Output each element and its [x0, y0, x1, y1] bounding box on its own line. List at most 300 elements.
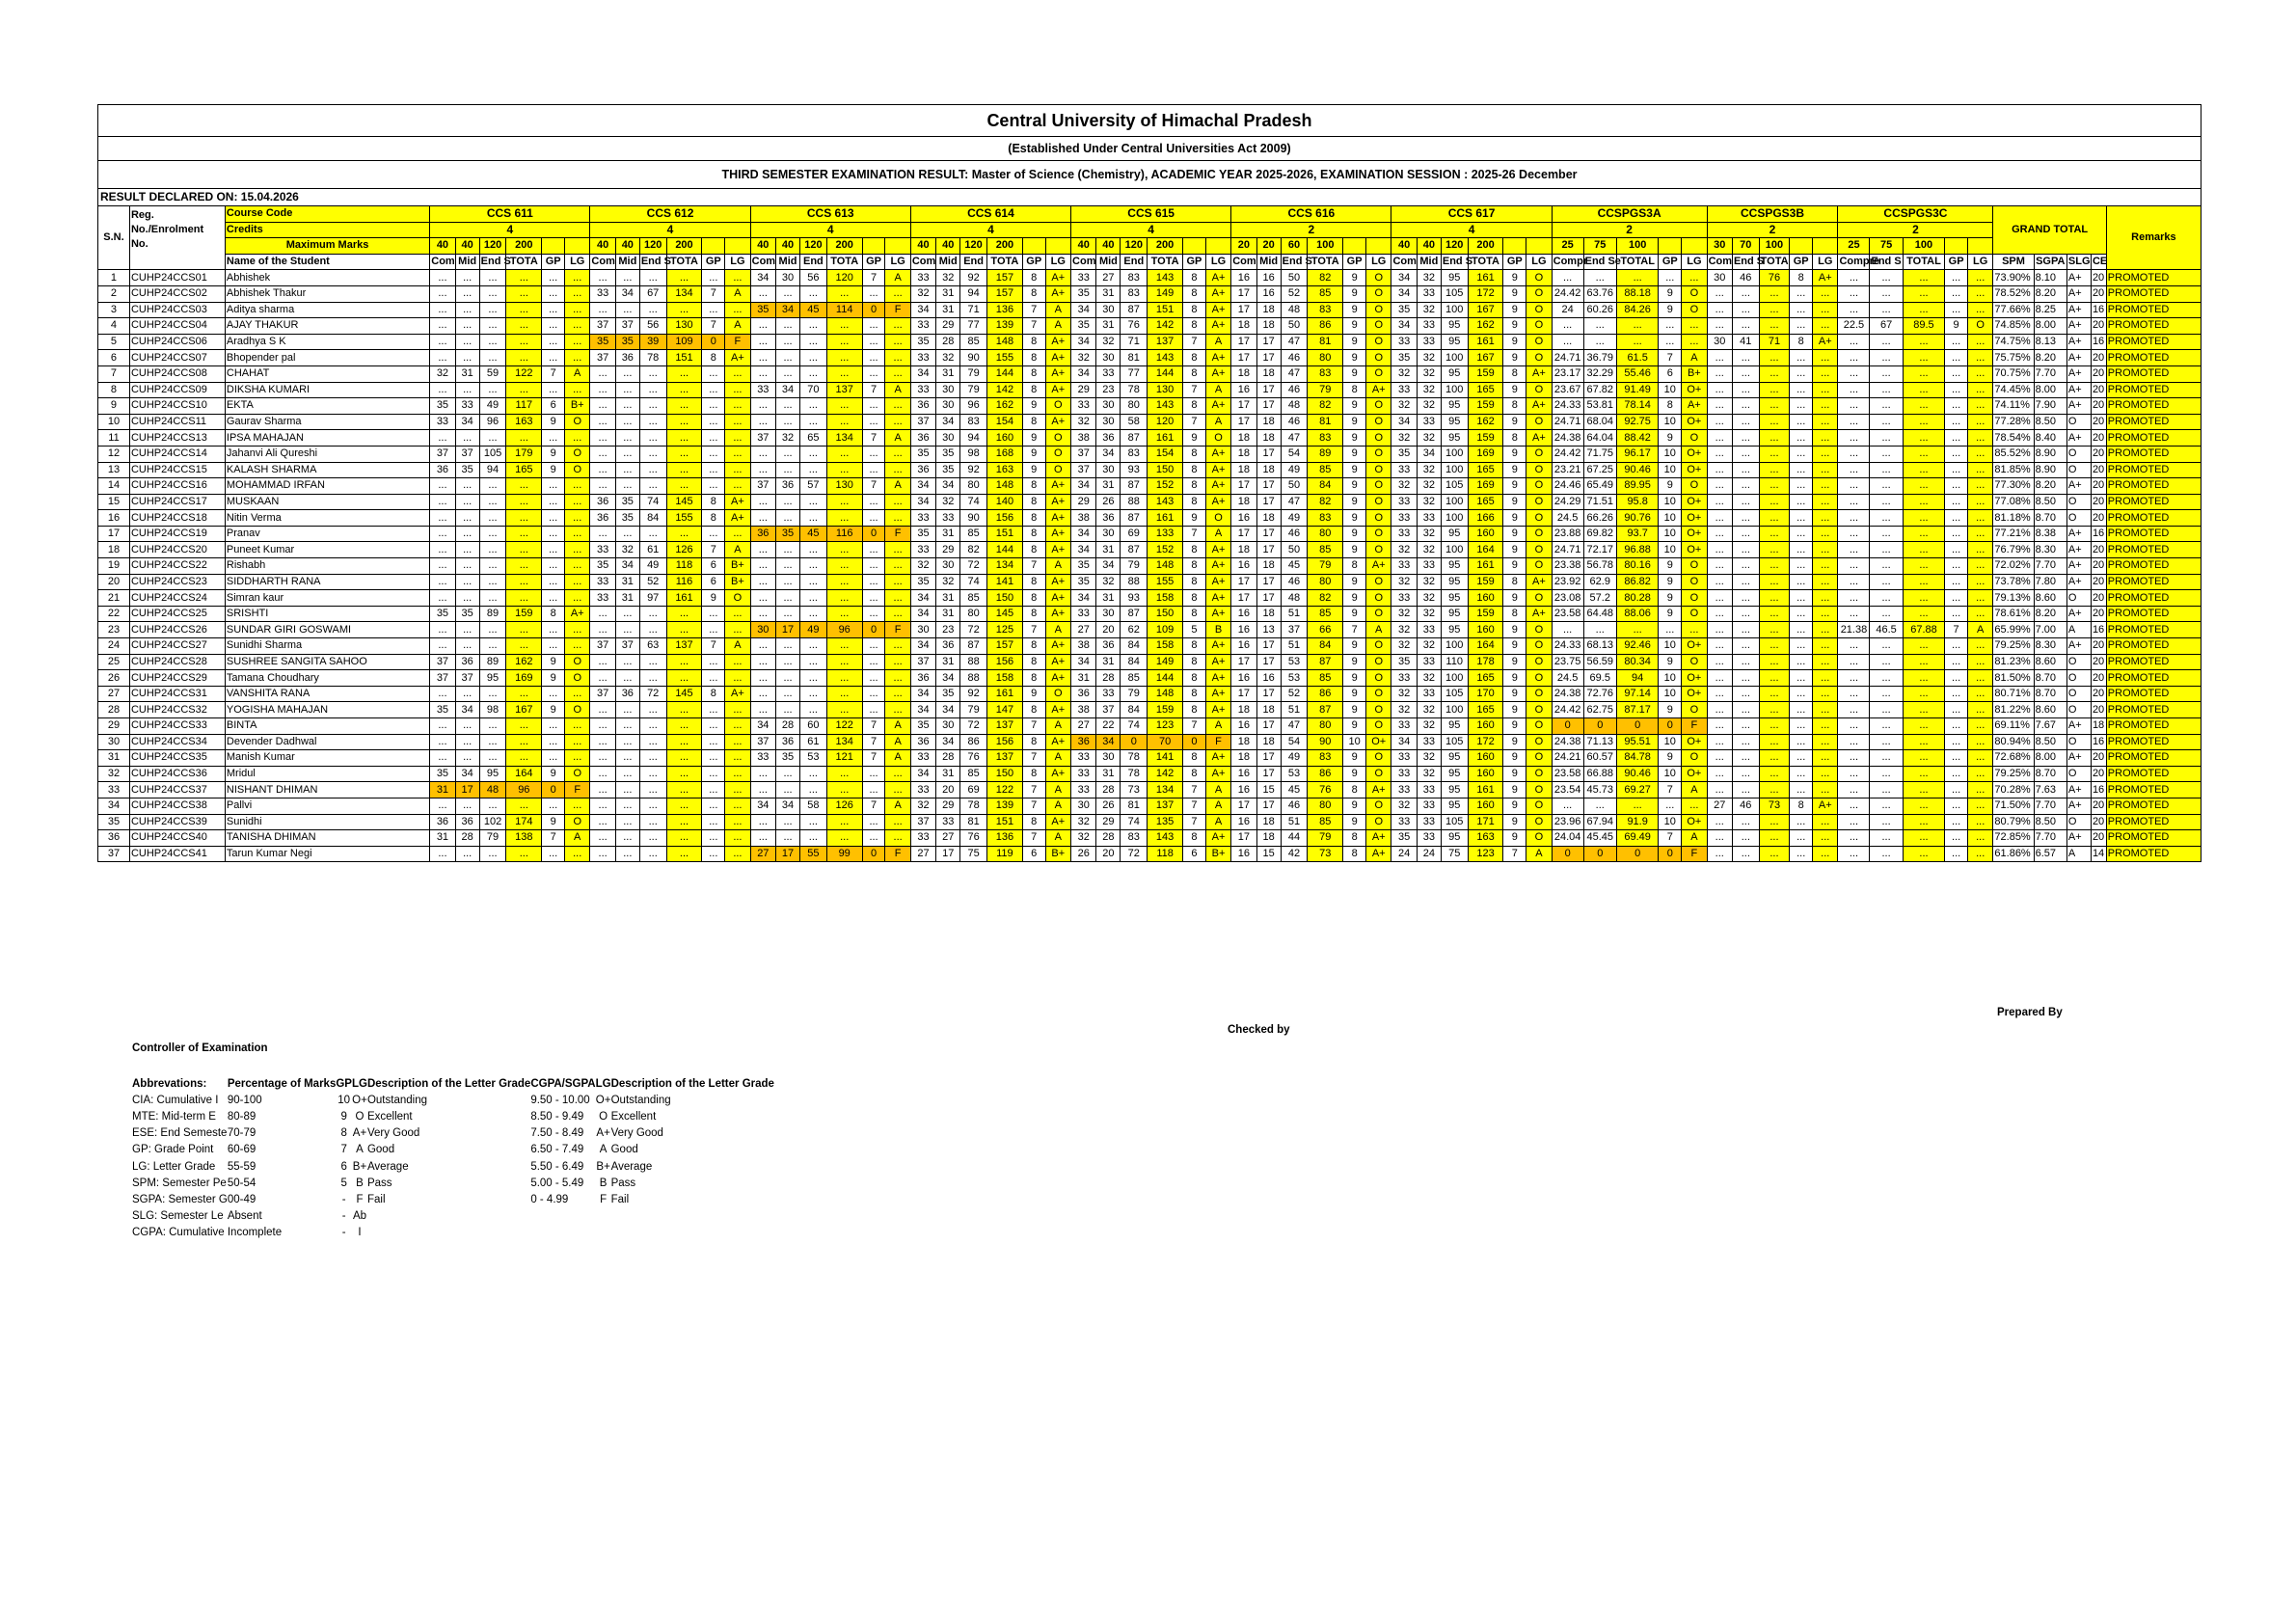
mark-cell: 85 — [1308, 285, 1343, 302]
remark-cell: PROMOTED — [2106, 446, 2201, 462]
mark-cell: 150 — [1148, 462, 1183, 478]
mark-cell: 165 — [1468, 670, 1503, 687]
mark-cell: 9 — [542, 446, 565, 462]
reg-number: CUHP24CCS22 — [129, 558, 225, 575]
grand-total-cell: 18 — [2091, 718, 2106, 735]
mark-cell: 7 — [1503, 846, 1526, 862]
mark-cell: 160 — [1468, 718, 1503, 735]
mark-cell: 34 — [750, 270, 775, 286]
mark-cell: 34 — [750, 798, 775, 814]
mark-cell: 169 — [506, 670, 542, 687]
mark-cell: ... — [1682, 334, 1707, 350]
mark-cell: 36.79 — [1583, 350, 1616, 366]
abbr-cell: 0 - 4.99 — [530, 1193, 569, 1205]
mark-cell: 116 — [666, 574, 702, 590]
mark-cell: ... — [430, 302, 455, 318]
mark-cell: 47 — [1281, 334, 1308, 350]
grand-total-cell: A+ — [2066, 782, 2091, 798]
mark-cell: 46 — [1281, 526, 1308, 542]
mark-cell: 9 — [1343, 462, 1366, 478]
mark-cell: 169 — [1468, 446, 1503, 462]
sub-header: GP — [1503, 254, 1526, 270]
mark-cell: 143 — [1148, 398, 1183, 415]
mark-cell: A+ — [1045, 542, 1070, 558]
mark-cell: 32 — [1417, 302, 1441, 318]
mark-cell: ... — [1813, 350, 1838, 366]
mark-cell: 38 — [1071, 702, 1096, 718]
grand-total-cell: 74.11% — [1993, 398, 2034, 415]
mark-cell: F — [1682, 718, 1707, 735]
grand-total-cell: 78.52% — [1993, 285, 2034, 302]
mark-cell: 29 — [936, 542, 960, 558]
mark-cell: O+ — [1682, 526, 1707, 542]
mark-cell: ... — [1790, 318, 1813, 335]
grand-total-cell: 14 — [2091, 846, 2106, 862]
mark-cell: ... — [885, 782, 910, 798]
mark-cell: ... — [776, 446, 800, 462]
mark-cell: 9 — [1503, 285, 1526, 302]
mark-cell: ... — [1967, 734, 1992, 750]
mark-cell: ... — [430, 750, 455, 767]
grand-total-cell: 8.60 — [2034, 702, 2066, 718]
mark-cell: 99 — [826, 846, 862, 862]
mark-cell: 58 — [1121, 414, 1148, 430]
mark-cell: 8 — [1183, 270, 1206, 286]
mark-cell: 9 — [1503, 318, 1526, 335]
mark-cell: 8 — [1022, 734, 1045, 750]
mark-cell: 33 — [1071, 766, 1096, 782]
mark-cell: ... — [1870, 398, 1903, 415]
mark-cell: ... — [1707, 302, 1732, 318]
mark-cell: ... — [455, 430, 479, 447]
table-row — [98, 398, 2201, 415]
grand-total-cell: 16 — [2091, 302, 2106, 318]
mark-cell: ... — [885, 654, 910, 670]
mark-cell: 100 — [1441, 510, 1468, 527]
max-mark: 25 — [1552, 238, 1583, 255]
grand-total-cell: 74.85% — [1993, 318, 2034, 335]
course-code: CCS 611 — [430, 206, 590, 223]
mark-cell: 20 — [1096, 622, 1121, 638]
table-row — [98, 558, 2201, 575]
mark-cell: 24.38 — [1552, 686, 1583, 702]
mark-cell: ... — [590, 830, 615, 847]
mark-cell: ... — [1967, 750, 1992, 767]
mark-cell: A+ — [1366, 782, 1391, 798]
mark-cell: ... — [1870, 670, 1903, 687]
mark-cell: ... — [1838, 365, 1870, 382]
mark-cell: ... — [565, 574, 590, 590]
mark-cell: ... — [1945, 798, 1968, 814]
mark-cell: ... — [615, 398, 639, 415]
mark-cell: ... — [615, 798, 639, 814]
mark-cell: 37 — [1071, 446, 1096, 462]
mark-cell: 33 — [750, 750, 775, 767]
serial-number: 5 — [98, 334, 130, 350]
mark-cell: ... — [1813, 622, 1838, 638]
max-mark: 75 — [1583, 238, 1616, 255]
mark-cell: ... — [1967, 414, 1992, 430]
mark-cell: 100 — [1441, 702, 1468, 718]
sub-header: End Se — [1583, 254, 1616, 270]
table-row — [98, 846, 2201, 862]
mark-cell: A — [725, 285, 750, 302]
mark-cell: 5 — [1183, 622, 1206, 638]
mark-cell: 23 — [1096, 382, 1121, 398]
mark-cell: ... — [725, 718, 750, 735]
mark-cell: ... — [1790, 718, 1813, 735]
mark-cell: ... — [885, 542, 910, 558]
mark-cell: ... — [455, 526, 479, 542]
mark-cell: 17 — [1256, 334, 1281, 350]
mark-cell: O — [1366, 590, 1391, 607]
mark-cell: 31 — [1096, 285, 1121, 302]
mark-cell: 36 — [936, 638, 960, 655]
mark-cell: A+ — [1526, 606, 1552, 622]
mark-cell: ... — [885, 414, 910, 430]
mark-cell: 17 — [1231, 302, 1256, 318]
mark-cell: A — [1205, 334, 1230, 350]
mark-cell: 8 — [1183, 350, 1206, 366]
max-mark: 120 — [639, 238, 666, 255]
abbr-cell: 8 — [340, 1127, 347, 1140]
mark-cell: 169 — [1468, 478, 1503, 495]
mark-cell: 137 — [826, 382, 862, 398]
mark-cell: 18 — [1256, 734, 1281, 750]
abbr-header: LG — [595, 1077, 611, 1090]
reg-number: CUHP24CCS23 — [129, 574, 225, 590]
mark-cell: 50 — [1281, 542, 1308, 558]
mark-cell: 37 — [430, 654, 455, 670]
table-row — [98, 654, 2201, 670]
mark-cell: 34 — [1071, 302, 1096, 318]
mark-cell: 8 — [1022, 382, 1045, 398]
sub-header: LG — [1967, 254, 1992, 270]
mark-cell: 78 — [960, 798, 987, 814]
mark-cell: ... — [1870, 734, 1903, 750]
mark-cell: O — [1366, 798, 1391, 814]
remark-cell: PROMOTED — [2106, 654, 2201, 670]
mark-cell: ... — [1732, 446, 1759, 462]
mark-cell: ... — [826, 350, 862, 366]
mark-cell: 80.16 — [1616, 558, 1659, 575]
mark-cell: ... — [1813, 494, 1838, 510]
mark-cell: ... — [1945, 382, 1968, 398]
grand-total-cell: O — [2066, 686, 2091, 702]
mark-cell: O+ — [1682, 382, 1707, 398]
mark-cell: ... — [725, 750, 750, 767]
mark-cell: 36 — [1096, 430, 1121, 447]
mark-cell: ... — [1732, 558, 1759, 575]
mark-cell: 23.96 — [1552, 814, 1583, 830]
mark-cell: A+ — [725, 494, 750, 510]
grand-total-cell: 20 — [2091, 686, 2106, 702]
grand-total-cell: 73.78% — [1993, 574, 2034, 590]
mark-cell: 48 — [1281, 398, 1308, 415]
abbr-cell: A — [599, 1144, 608, 1156]
mark-cell: ... — [1732, 734, 1759, 750]
mark-cell: ... — [565, 382, 590, 398]
mark-cell: 30 — [1096, 462, 1121, 478]
mark-cell: ... — [1945, 590, 1968, 607]
mark-cell: ... — [542, 590, 565, 607]
mark-cell: 137 — [986, 750, 1022, 767]
mark-cell: 9 — [1503, 814, 1526, 830]
mark-cell: ... — [542, 302, 565, 318]
mark-cell: 94 — [1616, 670, 1659, 687]
mark-cell: 92 — [960, 270, 987, 286]
mark-cell: O — [1682, 285, 1707, 302]
mark-cell: 18 — [1231, 446, 1256, 462]
mark-cell: 90 — [960, 510, 987, 527]
mark-cell: 34 — [936, 702, 960, 718]
mark-cell: 80 — [960, 606, 987, 622]
mark-cell: 136 — [986, 830, 1022, 847]
serial-number: 30 — [98, 734, 130, 750]
mark-cell: ... — [639, 462, 666, 478]
mark-cell: 9 — [1343, 350, 1366, 366]
mark-cell: ... — [1945, 302, 1968, 318]
serial-number: 21 — [98, 590, 130, 607]
mark-cell: ... — [639, 622, 666, 638]
mark-cell: ... — [1945, 654, 1968, 670]
mark-cell: 76 — [960, 750, 987, 767]
mark-cell: 33 — [750, 382, 775, 398]
mark-cell: 95 — [1441, 270, 1468, 286]
mark-cell: 32 — [1096, 574, 1121, 590]
table-row — [98, 782, 2201, 798]
mark-cell: 34 — [910, 494, 935, 510]
mark-cell: A+ — [1366, 558, 1391, 575]
sub-header: Com — [750, 254, 775, 270]
mark-cell: ... — [1945, 494, 1968, 510]
mark-cell: ... — [542, 334, 565, 350]
mark-cell: O — [1526, 798, 1552, 814]
mark-cell: ... — [725, 622, 750, 638]
mark-cell: 172 — [1468, 285, 1503, 302]
mark-cell: 72 — [960, 622, 987, 638]
mark-cell: ... — [1870, 814, 1903, 830]
mark-cell: ... — [725, 414, 750, 430]
mark-cell: ... — [885, 814, 910, 830]
mark-cell: ... — [1707, 814, 1732, 830]
mark-cell: ... — [862, 574, 885, 590]
remark-cell: PROMOTED — [2106, 430, 2201, 447]
max-mark: 40 — [1096, 238, 1121, 255]
mark-cell: 33 — [910, 270, 935, 286]
mark-cell: 164 — [1468, 638, 1503, 655]
mark-cell: ... — [800, 686, 827, 702]
sub-header: LG — [1045, 254, 1070, 270]
mark-cell: 32 — [1417, 718, 1441, 735]
mark-cell: 7 — [1945, 622, 1968, 638]
grand-total-cell: O — [2066, 654, 2091, 670]
mark-cell: ... — [1945, 670, 1968, 687]
mark-cell: ... — [639, 526, 666, 542]
mark-cell: 9 — [1022, 398, 1045, 415]
mark-cell: ... — [702, 430, 725, 447]
mark-cell: 32 — [936, 350, 960, 366]
mark-cell: 8 — [1183, 462, 1206, 478]
mark-cell: ... — [565, 590, 590, 607]
mark-cell: ... — [615, 750, 639, 767]
mark-cell: ... — [1813, 542, 1838, 558]
mark-cell: 32 — [1417, 350, 1441, 366]
mark-cell: ... — [1707, 398, 1732, 415]
mark-cell: 160 — [1468, 622, 1503, 638]
table-row — [98, 622, 2201, 638]
mark-cell: ... — [430, 270, 455, 286]
mark-cell: 154 — [986, 414, 1022, 430]
mark-cell: ... — [1759, 574, 1790, 590]
mark-cell: 35 — [615, 334, 639, 350]
mark-cell: ... — [455, 510, 479, 527]
mark-cell: ... — [590, 846, 615, 862]
mark-cell: ... — [826, 285, 862, 302]
mark-cell: 32 — [1417, 270, 1441, 286]
mark-cell: 24.38 — [1552, 430, 1583, 447]
mark-cell: 28 — [776, 718, 800, 735]
mark-cell: ... — [1813, 718, 1838, 735]
mark-cell: 32 — [910, 558, 935, 575]
mark-cell: ... — [826, 574, 862, 590]
mark-cell: 38 — [1071, 510, 1096, 527]
mark-cell: ... — [750, 830, 775, 847]
mark-cell: ... — [1759, 622, 1790, 638]
mark-cell: ... — [725, 382, 750, 398]
grand-total-cell: 72.02% — [1993, 558, 2034, 575]
mark-cell: 6 — [702, 558, 725, 575]
mark-cell: O — [565, 766, 590, 782]
mark-cell: ... — [590, 670, 615, 687]
mark-cell: ... — [565, 494, 590, 510]
mark-cell: 83 — [960, 414, 987, 430]
mark-cell: ... — [776, 398, 800, 415]
mark-cell: ... — [506, 638, 542, 655]
mark-cell: ... — [725, 814, 750, 830]
mark-cell: 18 — [1256, 430, 1281, 447]
reg-number: CUHP24CCS25 — [129, 606, 225, 622]
abbr-cell: Outstanding — [366, 1094, 427, 1106]
mark-cell: 122 — [826, 718, 862, 735]
mark-cell: ... — [479, 285, 506, 302]
mark-cell: ... — [800, 542, 827, 558]
result-table — [97, 205, 2201, 862]
mark-cell: 32 — [1417, 606, 1441, 622]
mark-cell: 6 — [1022, 846, 1045, 862]
mark-cell: 53 — [1281, 670, 1308, 687]
grand-total-cell: 8.50 — [2034, 414, 2066, 430]
mark-cell: 18 — [1256, 365, 1281, 382]
mark-cell: 17 — [455, 782, 479, 798]
grand-total-cell: 81.50% — [1993, 670, 2034, 687]
mark-cell: A — [725, 638, 750, 655]
mark-cell: ... — [702, 846, 725, 862]
mark-cell: ... — [1759, 702, 1790, 718]
mark-cell: ... — [1552, 270, 1583, 286]
mark-cell: 158 — [1148, 590, 1183, 607]
mark-cell: 160 — [1468, 766, 1503, 782]
table-row — [98, 670, 2201, 687]
mark-cell: 164 — [506, 766, 542, 782]
mark-cell: 10 — [1659, 462, 1682, 478]
mark-cell: ... — [1707, 718, 1732, 735]
mark-cell: ... — [1707, 285, 1732, 302]
mark-cell: ... — [590, 622, 615, 638]
mark-cell: 32 — [615, 542, 639, 558]
mark-cell: 56.59 — [1583, 654, 1616, 670]
mark-cell: ... — [725, 430, 750, 447]
mark-cell: 172 — [1468, 734, 1503, 750]
mark-cell: ... — [506, 734, 542, 750]
mark-cell: 95 — [1441, 622, 1468, 638]
mark-cell: ... — [1759, 558, 1790, 575]
grand-total-cell: 69.11% — [1993, 718, 2034, 735]
mark-cell: 100 — [1441, 446, 1468, 462]
abbr-cell: O+ — [595, 1094, 611, 1106]
mark-cell: 54 — [1281, 734, 1308, 750]
mark-cell: 17 — [1256, 542, 1281, 558]
mark-cell: ... — [1759, 670, 1790, 687]
mark-cell: ... — [666, 702, 702, 718]
mark-cell: 8 — [1022, 270, 1045, 286]
mark-cell: 82 — [1308, 270, 1343, 286]
mark-cell: 37 — [910, 654, 935, 670]
mark-cell: ... — [1583, 798, 1616, 814]
mark-cell: 17 — [1256, 686, 1281, 702]
abbr-cell: 10 — [338, 1094, 351, 1106]
mark-cell: ... — [750, 462, 775, 478]
mark-cell: 9 — [1503, 734, 1526, 750]
mark-cell: ... — [1790, 365, 1813, 382]
mark-cell: 8 — [1022, 814, 1045, 830]
mark-cell: ... — [750, 365, 775, 382]
mark-cell: ... — [430, 334, 455, 350]
mark-cell: 71.75 — [1583, 446, 1616, 462]
mark-cell: O — [1366, 462, 1391, 478]
sn-header: S.N. — [98, 206, 130, 270]
mark-cell: 71 — [960, 302, 987, 318]
mark-cell: 30 — [1096, 750, 1121, 767]
mark-cell: 30 — [1096, 302, 1121, 318]
mark-cell: ... — [1790, 382, 1813, 398]
mark-cell: 96.88 — [1616, 542, 1659, 558]
mark-cell: ... — [1732, 622, 1759, 638]
mark-cell: 9 — [1503, 526, 1526, 542]
mark-cell: 80 — [960, 478, 987, 495]
grand-total-cell: 65.99% — [1993, 622, 2034, 638]
mark-cell: O — [1366, 814, 1391, 830]
sub-header: Com — [1231, 254, 1256, 270]
mark-cell: ... — [1945, 462, 1968, 478]
mark-cell: 82 — [960, 542, 987, 558]
max-mark: 200 — [986, 238, 1022, 255]
mark-cell: 32 — [1391, 542, 1417, 558]
mark-cell: ... — [826, 462, 862, 478]
mark-cell: 67.88 — [1903, 622, 1945, 638]
abbr-cell — [367, 1225, 530, 1241]
mark-cell: 9 — [1343, 526, 1366, 542]
sub-header: GP — [862, 254, 885, 270]
mark-cell: 83 — [1121, 270, 1148, 286]
mark-cell: ... — [506, 350, 542, 366]
mark-cell: ... — [542, 526, 565, 542]
mark-cell: A+ — [1045, 270, 1070, 286]
mark-cell: ... — [430, 718, 455, 735]
mark-cell: ... — [1870, 526, 1903, 542]
grand-total-cell: A+ — [2066, 350, 2091, 366]
mark-cell: ... — [1967, 654, 1992, 670]
